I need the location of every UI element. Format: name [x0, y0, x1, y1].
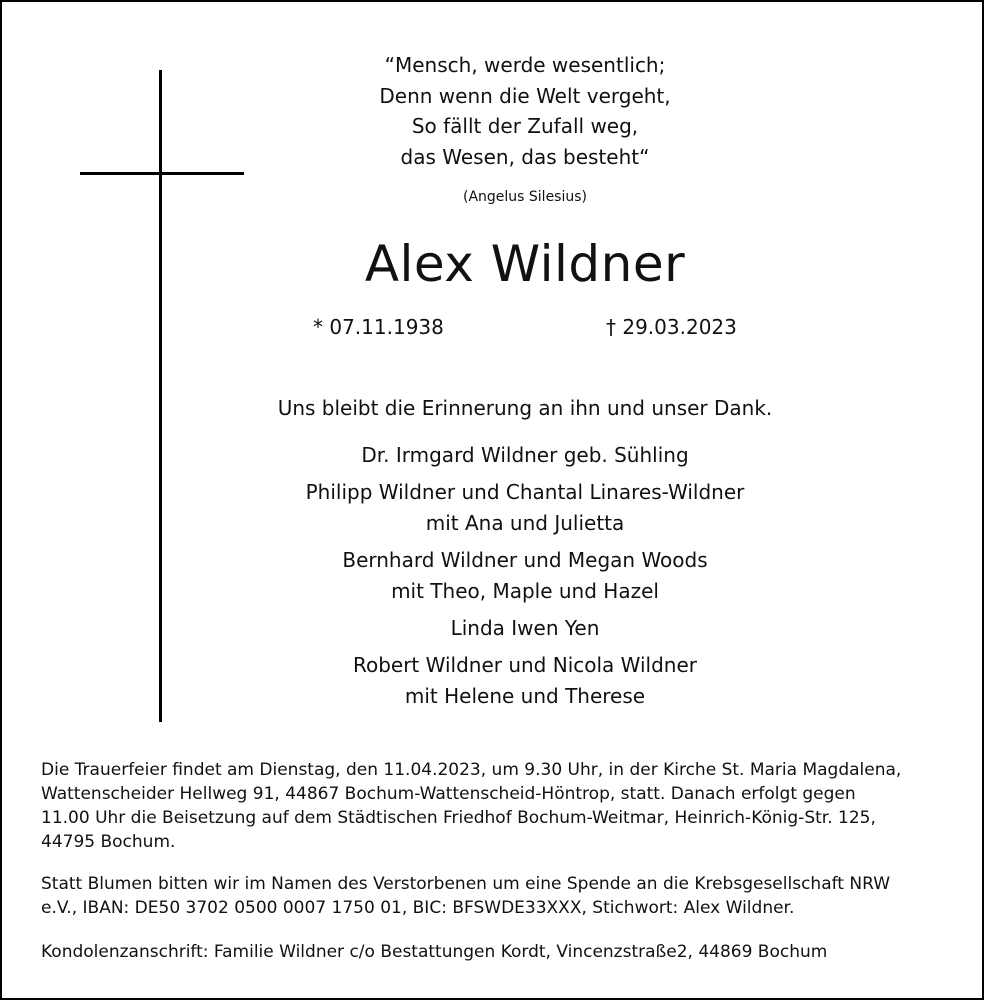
mourner-group — [240, 613, 810, 644]
ceremony-line: 44795 Bochum. — [41, 832, 176, 852]
quote-line: So fällt der Zufall weg, — [411, 114, 639, 138]
birth-date: * 07.11.1938 — [313, 315, 444, 339]
quote-line: Denn wenn die Welt vergeht, — [379, 83, 671, 108]
thanks-line: Uns bleibt die Erinnerung an ihn und unser Dank. — [277, 396, 773, 420]
mourner-line: mit Ana und Julietta — [425, 511, 625, 535]
ceremony-line: 11.00 Uhr die Beisetzung auf dem Städtischen Friedhof Bochum-Weitmar, Heinrich-König-Str. 125, — [41, 808, 876, 828]
condolence-address — [41, 940, 961, 964]
quote-line: das Wesen, das besteht“ — [400, 144, 650, 169]
donation-line: Statt Blumen bitten wir im Namen des Verstorbenen um eine Spende an die Krebsgesellschaft NRW — [41, 874, 891, 894]
quote-attribution: (Angelus Silesius) — [462, 189, 587, 205]
mourner-line: Linda Iwen Yen — [450, 616, 600, 640]
mourner-line: Bernhard Wildner und Megan Woods — [342, 548, 708, 572]
death-date: † 29.03.2023 — [606, 315, 737, 339]
mourner-line: mit Helene und Therese — [404, 684, 646, 708]
mourner-line: Philipp Wildner und Chantal Linares-Wildner — [305, 480, 745, 504]
cross-icon-crossbar — [80, 172, 244, 175]
donation-line: e.V., IBAN: DE50 3702 0500 0007 1750 01, BIC: BFSWDE33XXX, Stichwort: Alex Wildner. — [41, 898, 795, 918]
mourner-group — [240, 477, 810, 539]
mourner-group — [240, 440, 810, 471]
ceremony-info — [41, 758, 961, 854]
mourner-group — [240, 545, 810, 607]
ceremony-line: Die Trauerfeier findet am Dienstag, den 11.04.2023, um 9.30 Uhr, in der Kirche St. Maria Magdalena, — [41, 760, 902, 780]
quote — [240, 50, 810, 172]
mourner-group — [240, 650, 810, 712]
mourners-list — [240, 440, 810, 718]
mourner-line: mit Theo, Maple und Hazel — [391, 579, 659, 603]
ceremony-line: Wattenscheider Hellweg 91, 44867 Bochum-Wattenscheid-Höntrop, statt. Danach erfolgt gegen — [41, 784, 856, 804]
mourner-line: Robert Wildner und Nicola Wildner — [352, 653, 698, 677]
cross-icon — [159, 70, 162, 722]
donation-info — [41, 872, 961, 920]
mourner-line: Dr. Irmgard Wildner geb. Sühling — [361, 443, 689, 467]
quote-line: “Mensch, werde wesentlich; — [384, 53, 666, 77]
deceased-name: Alex Wildner — [364, 235, 686, 293]
condolence-line: Kondolenzanschrift: Familie Wildner c/o Bestattungen Kordt, Vincenzstraße2, 44869 Bochum — [41, 942, 828, 962]
